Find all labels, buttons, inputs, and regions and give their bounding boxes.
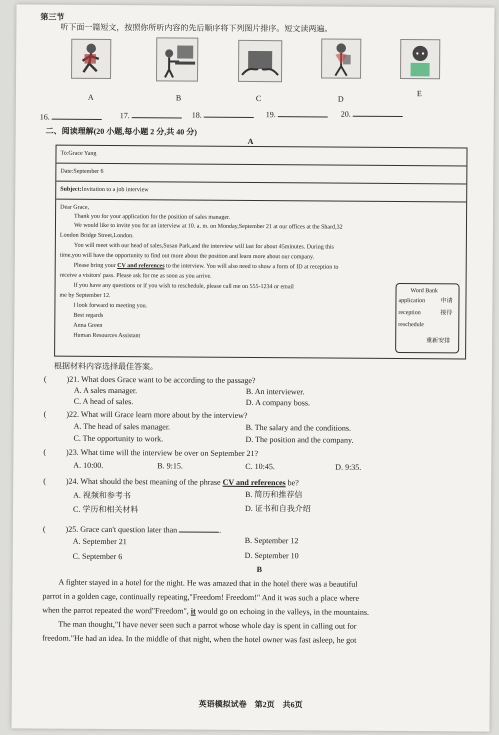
email-to: To:Grace Yang — [60, 150, 97, 157]
email-line-6: Please bring your CV and references to the interview. You will also need to show a form of ID at reception to — [73, 262, 339, 271]
wb-word: reschedule — [398, 322, 424, 329]
email-line-4: You will meet with our head of sales,Susan Park,and the interview will last for about 45minutes. During this — [73, 242, 334, 251]
email-line-1: Thank you for your application for the position of sales manager. — [74, 213, 231, 221]
q24-option-d[interactable]: D. 证书和自我介绍 — [244, 503, 311, 514]
word-bank-title: Word Bank — [410, 288, 438, 295]
cv-references-highlight: CV and references — [117, 263, 165, 270]
passage-a-label: A — [247, 136, 254, 146]
wb-meaning: 接待 — [440, 310, 453, 317]
q23-option-d[interactable]: D. 9:35. — [335, 462, 362, 472]
passage-b-line-3: when the parrot repeated the word"Freedom", it would go on echoing in the valleys, in the mountains. — [42, 605, 370, 617]
page-footer: 英语模拟试卷 第2页 共6页 — [198, 699, 303, 710]
email-line-10: I look forward to meeting you. — [73, 302, 148, 310]
section-instruction: 听下面一篇短文，按照你所听内容的先后顺序将下列图片排序。短文读两遍。 — [60, 22, 333, 34]
email-line-12: Anna Green — [73, 322, 103, 329]
q22-option-a[interactable]: A. The head of sales manager. — [73, 421, 171, 432]
email-line-5: time,you will have the opportunity to find out more about the position and learn more about our company. — [59, 252, 315, 261]
q23-option-a[interactable]: A. 10:00. — [73, 460, 104, 470]
email-line-9: me by September 12. — [59, 292, 111, 300]
picture-b — [156, 37, 198, 81]
blank-17[interactable]: 17. — [120, 109, 182, 121]
picture-c-label: C — [255, 94, 262, 104]
picture-d — [321, 38, 361, 78]
picture-e-label: E — [416, 89, 422, 99]
passage-b-line-4: The man thought,"I have never seen such a parrot whose whole day is spent in calling out for — [58, 619, 357, 631]
question-25: ( )25. Grace can't question later than . — [42, 524, 222, 535]
q22-option-b[interactable]: B. The salary and the conditions. — [245, 422, 352, 433]
email-line-7: receive a visitors' pass. Please ask for me as soon as you arrive. — [59, 272, 212, 280]
email-date: Date:September 6 — [60, 168, 104, 175]
q25-option-a[interactable]: A. September 21 — [72, 536, 127, 547]
email-subject: Subject:Invitation to a job interview — [60, 186, 149, 194]
q24-option-b[interactable]: B. 简历和推荐信 — [245, 489, 303, 500]
section-label: 第三节 — [40, 12, 65, 22]
word-bank-box — [395, 283, 459, 353]
question-24: ( )24. What should the best meaning of the phrase CV and references be? — [43, 476, 299, 488]
q24-option-c[interactable]: C. 学历和相关材料 — [72, 504, 139, 515]
email-subject-row — [56, 182, 466, 203]
passage-b-line-2: parrot in a golden cage, continually repeating,"Freedom! Freedom!" And it was such a place where — [42, 591, 360, 603]
hands-tablet-icon — [239, 41, 281, 81]
q25-option-b[interactable]: B. September 12 — [244, 535, 299, 546]
exam-page — [11, 4, 494, 731]
question-23: ( )23. What time will the interview be over on September 21? — [43, 447, 259, 459]
boy-thinking-icon — [401, 40, 439, 78]
person-at-computer-icon — [157, 38, 197, 80]
passage-b-line-5: freedom."He had an idea. In the middle of that night, when the hotel owner was fast asleep, he got — [42, 633, 357, 645]
picture-b-label: B — [175, 93, 182, 103]
q22-option-d[interactable]: D. The position and the company. — [245, 434, 354, 445]
q21-option-c[interactable]: C. A head of sales. — [73, 396, 134, 407]
email-greeting: Dear Grace, — [60, 204, 90, 211]
q21-option-d[interactable]: D. A company boss. — [245, 397, 311, 408]
picture-c — [238, 40, 282, 82]
email-line-8: If you have any questions or if you wish to reschedule, please call me on 555-1234 or email — [73, 282, 294, 291]
email-line-13: Human Resources Assistant — [73, 332, 141, 340]
questions-intro: 根据材料内容选择最佳答案。 — [53, 361, 159, 372]
picture-a-label: A — [87, 92, 94, 102]
wb-meaning: 重新安排 — [426, 338, 451, 345]
q23-option-b[interactable]: B. 9:15. — [157, 461, 183, 471]
q22-option-c[interactable]: C. The opportunity to work. — [73, 433, 164, 444]
blank-20[interactable]: 20. — [341, 108, 403, 120]
girl-reading-icon — [322, 39, 360, 77]
wb-meaning: 申请 — [440, 298, 453, 305]
q21-option-a[interactable]: A. A sales manager. — [73, 385, 138, 396]
q24-option-a[interactable]: A. 视频和参考书 — [73, 490, 131, 501]
blank-18[interactable]: 18. — [192, 109, 254, 121]
email-line-11: Best regards — [73, 312, 104, 319]
picture-a — [71, 39, 111, 79]
wb-word: reception — [398, 310, 421, 317]
blank-16[interactable]: 16. — [40, 111, 102, 123]
q23-option-c[interactable]: C. 10:45. — [245, 461, 275, 472]
q25-option-c[interactable]: C. September 6 — [72, 551, 123, 562]
email-line-2: We would like to invite you for an interview at 10. a. m. on Monday,September 21 at our offices at the Shard,32 — [73, 222, 343, 231]
passage-b-line-1: A fighter stayed in a hotel for the night. He was amazed that in the hotel there was a beautiful — [58, 577, 358, 589]
passage-b-label: B — [256, 565, 262, 575]
picture-d-label: D — [337, 94, 344, 104]
question-22: ( )22. What will Grace learn more about by the interview? — [43, 409, 248, 420]
email-box — [54, 145, 467, 360]
reading-heading: 二、阅读理解(20 小题,每小题 2 分,共 40 分) — [45, 126, 198, 137]
picture-e — [400, 39, 440, 79]
q25-option-d[interactable]: D. September 10 — [244, 550, 299, 561]
boy-running-icon — [72, 40, 110, 78]
q21-option-b[interactable]: B. An interviewer. — [245, 386, 305, 397]
wb-word: application — [398, 298, 426, 305]
question-21: ( )21. What does Grace want to be according to the passage? — [43, 374, 256, 386]
blank-19[interactable]: 19. — [266, 108, 328, 120]
email-line-3: London Bridge Street,London. — [59, 232, 134, 240]
